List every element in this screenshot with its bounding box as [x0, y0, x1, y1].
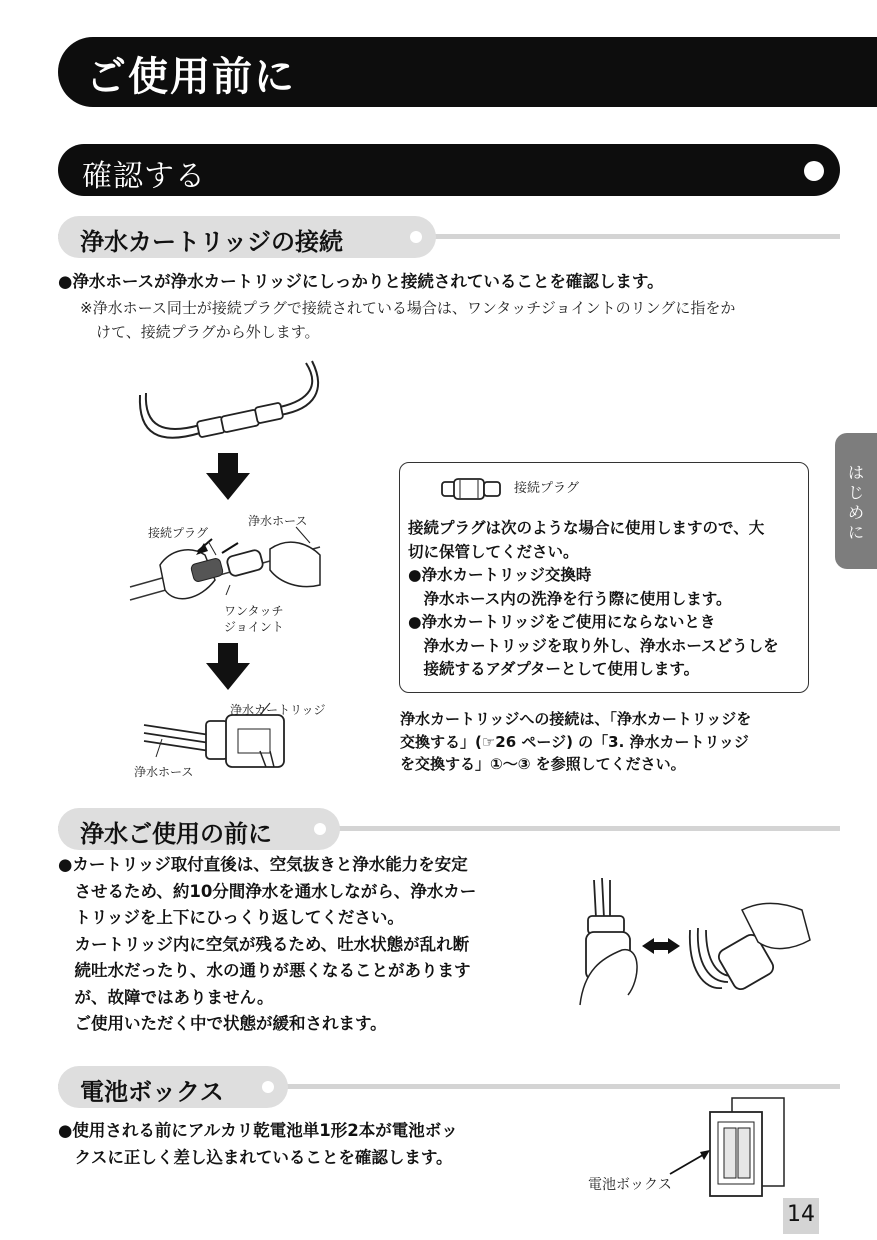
before-use-line: ご使用いただく中で状態が緩和されます。	[58, 1014, 387, 1033]
before-use-line: カートリッジ内に空気が残るため、吐水状態が乱れ断	[58, 934, 470, 954]
before-use-line: ●カートリッジ取付直後は、空気抜きと浄水能力を安定	[58, 855, 468, 874]
before-use-line: トリッジを上下にひっくり返してください。	[58, 908, 404, 927]
box-line: 切に保管してください。	[408, 542, 579, 561]
box-icon-label: 接続プラグ	[514, 481, 580, 496]
box-line: ●浄水カートリッジをご使用にならないとき	[408, 613, 716, 631]
subheading-battery-label: 電池ボックス	[80, 1078, 224, 1106]
subheading-connection	[58, 216, 840, 258]
label-joint: ワンタッチ ジョイント	[224, 604, 284, 634]
page-number: 14	[787, 1202, 815, 1227]
box-line: 浄水カートリッジを取り外し、浄水ホースどうしを	[408, 636, 779, 655]
side-index-tab[interactable]	[835, 433, 877, 569]
dot-icon	[314, 823, 326, 835]
box-text	[408, 517, 779, 682]
reference-text	[400, 708, 751, 776]
section-title: 確認する	[82, 159, 206, 194]
reference-line: 浄水カートリッジへの接続は、「浄水カートリッジを	[400, 710, 752, 728]
side-tab-label: はじめに	[847, 463, 864, 542]
box-line: 浄水ホース内の洗浄を行う際に使用します。	[408, 589, 732, 608]
before-use-line: 続吐水だったり、水の通りが悪くなることがあります	[58, 961, 471, 980]
label-plug: 接続プラグ	[148, 526, 209, 540]
connection-note-line1: ※浄水ホース同士が接続プラグで接続されている場合は、ワンタッチジョイントのリングに指をか	[80, 299, 736, 317]
box-line: 接続するアダプターとして使用します。	[408, 660, 700, 678]
battery-line: クスに正しく差し込まれていることを確認します。	[58, 1147, 453, 1167]
battery-text	[58, 1118, 458, 1171]
plug-info-box	[399, 462, 809, 693]
reference-line: を交換する」①～③ を参照してください。	[400, 755, 686, 773]
dot-icon	[262, 1081, 274, 1093]
page-title-banner	[58, 37, 877, 107]
before-use-line: させるため、約10分間浄水を通水しながら、浄水カー	[58, 881, 477, 901]
dot-icon	[804, 161, 824, 181]
section-title-band	[58, 144, 840, 196]
reference-line: 交換する」(☞26 ページ) の「3. 浄水カートリッジ	[400, 732, 749, 751]
connection-bullet: ●浄水ホースが浄水カートリッジにしっかりと接続されていることを確認します。	[58, 272, 664, 291]
label-battery-box: 電池ボックス	[588, 1177, 672, 1193]
cartridge-flip-illustration	[572, 870, 822, 1010]
subheading-before-use	[58, 808, 840, 850]
before-use-line: が、故障ではありません。	[58, 987, 274, 1007]
page-number-box	[783, 1198, 819, 1234]
page-title: ご使用前に	[86, 54, 296, 100]
battery-box-illustration	[660, 1094, 790, 1200]
connection-plug-icon	[440, 473, 510, 503]
label-hose-2: 浄水ホース	[134, 765, 194, 779]
subheading-before-use-label: 浄水ご使用の前に	[80, 820, 272, 848]
subheading-connection-label: 浄水カートリッジの接続	[80, 228, 344, 256]
battery-line: ●使用される前にアルカリ乾電池単1形2本が電池ボッ	[58, 1121, 458, 1140]
before-use-text	[58, 852, 476, 1038]
label-hose: 浄水ホース	[248, 514, 308, 528]
box-line: ●浄水カートリッジ交換時	[408, 566, 592, 584]
connection-illustration	[120, 355, 360, 795]
dot-icon	[410, 231, 422, 243]
connection-note-line2: けて、接続プラグから外します。	[96, 323, 320, 341]
box-line: 接続プラグは次のような場合に使用しますので、大	[408, 519, 765, 537]
label-cartridge: 浄水カートリッジ	[230, 703, 326, 717]
